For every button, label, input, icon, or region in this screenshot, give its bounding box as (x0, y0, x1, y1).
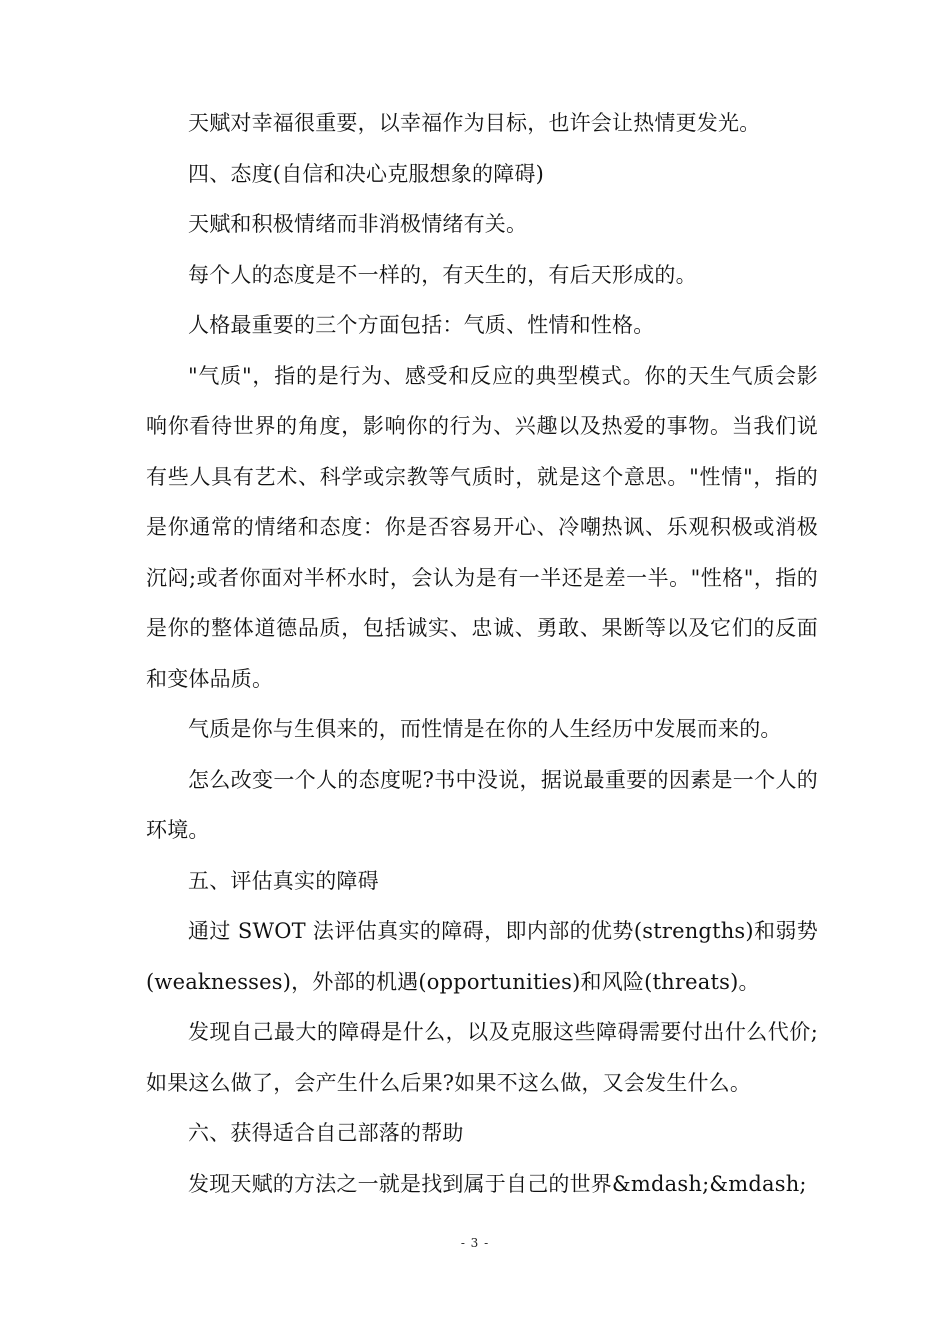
paragraph: 发现自己最大的障碍是什么，以及克服这些障碍需要付出什么代价;如果这么做了，会产生什么后果?如果不这么做，又会发生什么。 (146, 1020, 818, 1095)
paragraph: 人格最重要的三个方面包括：气质、性情和性格。 (188, 313, 655, 337)
paragraph: "气质"，指的是行为、感受和反应的典型模式。你的天生气质会影响你看待世界的角度，影响你的行为、兴趣以及热爱的事物。当我们说有些人具有艺术、科学或宗教等气质时，就是这个意思。"性情"，指的是你通常的情绪和态度：你是否容易开心、冷嘲热讽、乐观积极或消极沉闷;或者你面对半杯水时，会认为是有一半还是差一半。"性格"，指的是你的整体道德品质，包括诚实、忠诚、勇敢、果断等以及它们的反面和变体品质。 (146, 363, 818, 691)
section-heading: 五、评估真实的障碍 (188, 868, 379, 893)
paragraph: 发现天赋的方法之一就是找到属于自己的世界&mdash;&mdash; (188, 1171, 807, 1196)
section-heading: 六、获得适合自己部落的帮助 (188, 1121, 464, 1145)
paragraph: 通过 SWOT 法评估真实的障碍，即内部的优势(strengths)和弱势(weaknesses)，外部的机遇(opportunities)和风险(threats)。 (146, 919, 818, 994)
page-number: - 3 - (460, 1236, 490, 1250)
section-heading: 四、态度(自信和决心克服想象的障碍) (188, 161, 544, 186)
paragraph: 气质是你与生俱来的，而性情是在你的人生经历中发展而来的。 (188, 717, 782, 741)
paragraph: 怎么改变一个人的态度呢?书中没说，据说最重要的因素是一个人的环境。 (146, 767, 818, 842)
paragraph: 天赋对幸福很重要，以幸福作为目标，也许会让热情更发光。 (188, 111, 761, 135)
paragraph: 每个人的态度是不一样的，有天生的，有后天形成的。 (188, 262, 697, 287)
paragraph: 天赋和积极情绪而非消极情绪有关。 (188, 212, 528, 236)
body-text (146, 98, 818, 1209)
